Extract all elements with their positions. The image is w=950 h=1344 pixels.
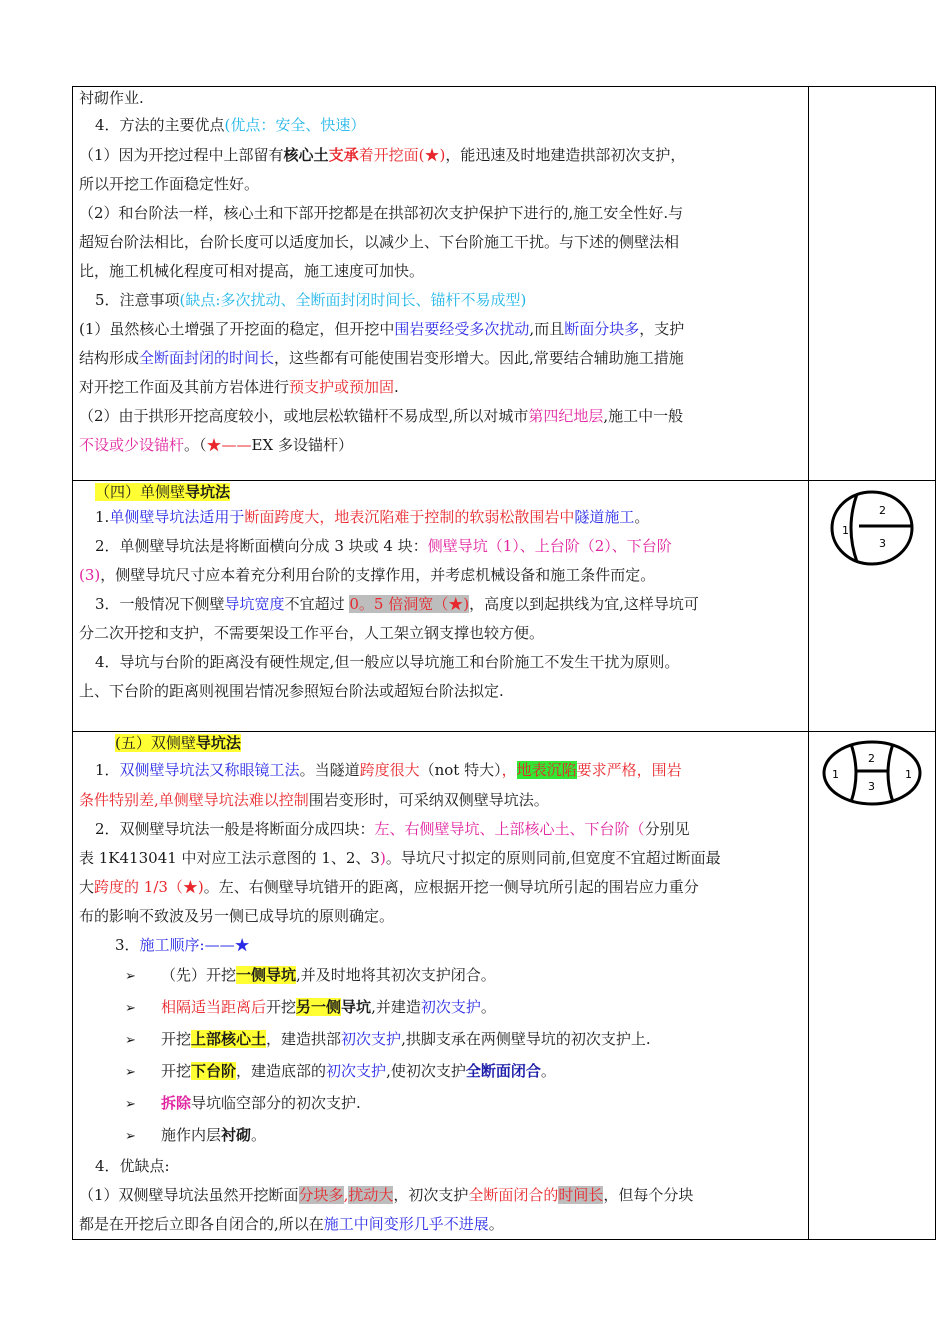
list-item: ➢ 开挖下台阶，建造底部的初次支护,使初次支护全断面闭合。 — [73, 1056, 808, 1088]
text-cell — [73, 732, 809, 1240]
list-item: ➢ 相隔适当距离后开挖另一侧导坑,并建造初次支护。 — [73, 992, 808, 1024]
text-line: （2）和台阶法一样，核心土和下部开挖都是在拱部初次支护保护下进行的,施工安全性好.与 — [79, 204, 684, 222]
list-item: ➢ 拆除导坑临空部分的初次支护. — [73, 1088, 808, 1120]
text-line: 所以开挖工作面稳定性好。 — [79, 175, 260, 193]
text-line: 衬砌作业. — [79, 89, 144, 107]
text-line: 条件特别差,单侧壁导坑法难以控制围岩变形时，可采纳双侧壁导坑法。 — [79, 791, 549, 809]
table-row — [73, 481, 936, 732]
text-line: 表 1K413041 中对应工法示意图的 1、2、3)。导坑尺寸拟定的原则同前,但宽度不宜超过断面最 — [79, 849, 721, 867]
bullet-arrow-icon: ➢ — [125, 969, 136, 984]
text-cell — [73, 87, 809, 481]
bullet-arrow-icon: ➢ — [125, 1129, 136, 1144]
content-table — [72, 86, 936, 1240]
text-line: 都是在开挖后立即各自闭合的,所以在施工中间变形几乎不进展。 — [79, 1215, 504, 1233]
list-item: ➢ 施作内层衬砌。 — [73, 1120, 808, 1152]
section-title: (五）双侧壁导坑法 — [115, 734, 241, 752]
text-line: 1.单侧壁导坑法适用于断面跨度大，地表沉陷难于控制的软弱松散围岩中隧道施工。 — [95, 508, 650, 526]
double-side-wall-diagram — [821, 738, 923, 808]
text-line: （2）由于拱形开挖高度较小，或地层松软锚杆不易成型,所以对城市第四纪地层,施工中一般 — [79, 407, 684, 425]
block-label: 1 — [905, 768, 912, 781]
section-title: （四）单侧壁导坑法 — [95, 483, 231, 501]
side-wall-line — [851, 494, 857, 562]
text-line: 对开挖工作面及其前方岩体进行预支护或预加固. — [79, 378, 399, 396]
left-wall-line — [851, 744, 856, 802]
list-item: ➢ 开挖上部核心土，建造拱部初次支护,拱脚支承在两侧壁导坑的初次支护上. — [73, 1024, 808, 1056]
text-line: 分二次开挖和支护，不需要架设工作平台，人工架立钢支撑也较方便。 — [79, 624, 545, 642]
single-side-wall-diagram — [827, 487, 917, 569]
table-row — [73, 87, 936, 481]
text-line: 超短台阶法相比，台阶长度可以适度加长，以减少上、下台阶施工干扰。与下述的侧壁法相 — [79, 233, 680, 251]
table-row — [73, 732, 936, 1240]
text-line: 大跨度的 1/3（★)。左、右侧壁导坑错开的距离，应根据开挖一侧导坑所引起的围岩应力重分 — [79, 878, 699, 896]
document-page — [72, 86, 935, 1240]
list-item: ➢ （先）开挖一侧导坑,并及时地将其初次支护闭合。 — [73, 960, 808, 992]
figure-cell — [809, 732, 936, 1240]
bullet-arrow-icon: ➢ — [125, 1065, 136, 1080]
text-line: （1）双侧壁导坑法虽然开挖断面分块多,扰动大，初次支护全断面闭合的时间长，但每个分块 — [79, 1186, 694, 1204]
text-line: 比，施工机械化程度可相对提高，施工速度可加快。 — [79, 262, 425, 280]
text-cell — [73, 481, 809, 732]
sequence-heading: 3．施工顺序:——★ — [115, 936, 250, 954]
text-line: 3．一般情况下侧壁导坑宽度不宜超过 0。5 倍洞宽（★)，高度以到起拱线为宜,这样导坑可 — [95, 595, 699, 613]
text-line: 不设或少设锚杆。（★——EX 多设锚杆） — [79, 436, 353, 454]
block-label: 3 — [868, 780, 875, 793]
advantages-heading: 4．方法的主要优点(优点：安全、快速） — [95, 116, 366, 134]
text-line: 结构形成全断面封闭的时间长，这些都有可能使围岩变形增大。因此,常要结合辅助施工措施 — [79, 349, 684, 367]
pros-cons-heading: 4．优缺点: — [95, 1157, 170, 1175]
text-line: 4．导坑与台阶的距离没有硬性规定,但一般应以导坑施工和台阶施工不发生干扰为原则。 — [95, 653, 680, 671]
block-label: 2 — [879, 504, 886, 517]
block-label: 3 — [879, 537, 886, 550]
text-line: 2．单侧壁导坑法是将断面横向分成 3 块或 4 块：侧壁导坑（1）、上台阶（2）、下台阶 — [95, 537, 672, 555]
precautions-heading: 5．注意事项(缺点:多次扰动、全断面封闭时间长、锚杆不易成型) — [95, 291, 527, 309]
text-line: （1）因为开挖过程中上部留有核心土支承着开挖面(★)，能迅速及时地建造拱部初次支护， — [79, 146, 686, 164]
right-wall-line — [888, 744, 893, 802]
text-line: (1）虽然核心土增强了开挖面的稳定，但开挖中围岩要经受多次扰动,而且断面分块多，支护 — [79, 320, 685, 338]
block-label: 2 — [868, 752, 875, 765]
text-line: 上、下台阶的距离则视围岩情况参照短台阶法或超短台阶法拟定. — [79, 682, 504, 700]
figure-cell — [809, 481, 936, 732]
text-line: 2．双侧壁导坑法一般是将断面分成四块：左、右侧壁导坑、上部核心土、下台阶（分别见 — [95, 820, 690, 838]
block-label: 1 — [832, 768, 839, 781]
bullet-arrow-icon: ➢ — [125, 1097, 136, 1112]
bullet-arrow-icon: ➢ — [125, 1033, 136, 1048]
figure-cell — [809, 87, 936, 481]
text-line: 1．双侧壁导坑法又称眼镜工法。当隧道跨度很大（not 特大），地表沉陷要求严格，围岩 — [95, 761, 682, 779]
block-label: 1 — [842, 524, 849, 537]
text-line: (3)，侧壁导坑尺寸应本着充分利用台阶的支撑作用，并考虑机械设备和施工条件而定。 — [79, 566, 656, 584]
bullet-arrow-icon: ➢ — [125, 1001, 136, 1016]
text-line: 布的影响不致波及另一侧已成导坑的原则确定。 — [79, 907, 395, 925]
